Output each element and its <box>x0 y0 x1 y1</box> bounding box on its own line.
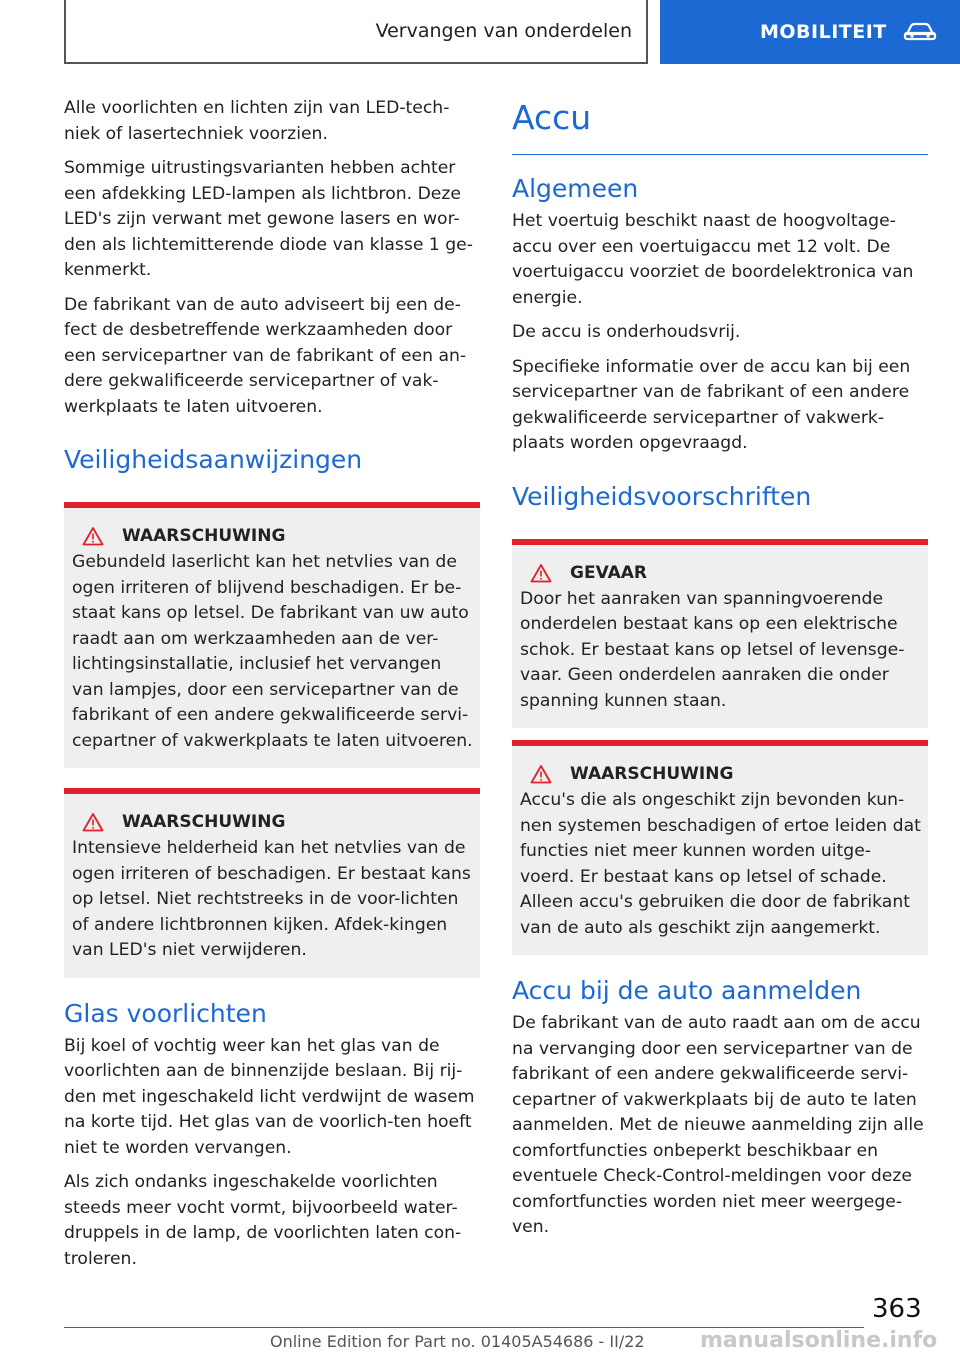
paragraph: De fabrikant van de auto raadt aan om de accu na vervanging door een servicepartner van de fabrikant of een andere gekwalificeerde servi-cepartner of vakwerkplaats bij de auto te laten aanmelden. Met de nieuwe aanmelding zijn alle comfortfuncties onbeperkt beschikbaar en eventuele Check-Control-meldingen voor deze comfortfuncties worden niet meer weergege-ven. <box>512 1013 924 1237</box>
section-title: Vervangen van onderdelen <box>375 20 632 42</box>
paragraph: De accu is onderhoudsvrij. <box>512 322 741 342</box>
warning-triangle-icon <box>530 764 552 784</box>
danger-box <box>512 539 928 729</box>
section-header-tab <box>64 0 648 64</box>
safety-regulations-heading: Veiligheidsvoorschriften <box>512 481 812 511</box>
paragraph: Het voertuig beschikt naast de hoogvoltage-accu over een voertuigaccu met 12 volt. De voertuigaccu voorziet de boordelektronica van energie. <box>512 211 914 308</box>
warning-title-row <box>72 526 474 546</box>
left-column <box>64 96 480 1281</box>
danger-title: GEVAAR <box>570 562 647 583</box>
register-battery-heading: Accu bij de auto aanmelden <box>512 976 862 1005</box>
paragraph: Alle voorlichten en lichten zijn van LED-tech-niek of lasertechniek voorzien. <box>64 98 450 144</box>
warning-box <box>64 502 480 768</box>
warning-title: WAARSCHUWING <box>570 764 734 784</box>
warning-title-row <box>520 764 922 784</box>
warning-triangle-icon <box>82 812 104 832</box>
warning-text: Gebundeld laserlicht kan het netvlies van de ogen irriteren of blijvend beschadigen. Er be-staat kans op letsel. De fabrikant van uw auto raadt aan om werkzaamheden aan de ver-lichtingsinstallatie, inclusief het vervangen van lampjes, door een servicepartner van de fabrikant of een andere gekwalificeerde servi-cepartner of vakwerkplaats te laten uitvoeren. <box>72 552 473 751</box>
warning-triangle-icon <box>82 526 104 546</box>
edition-text: Online Edition for Part no. 01405A54686 - II/22 <box>270 1332 645 1351</box>
page-number: 363 <box>872 1294 922 1324</box>
chapter-title: MOBILITEIT <box>760 21 887 43</box>
general-heading: Algemeen <box>512 174 639 203</box>
warning-box <box>512 740 928 955</box>
warning-box <box>64 788 480 978</box>
warning-text: Accu's die als ongeschikt zijn bevonden kun-nen systemen beschadigen of ertoe leiden dat functies niet meer kunnen worden uitge-voerd. Er bestaat kans op letsel of schade. Alleen accu's gebruiken die door de fabrikant van de auto als geschikt zijn aangemerkt. <box>520 790 921 938</box>
danger-text: Door het aanraken van spanningvoerende onderdelen bestaat kans op een elektrische schok. Er bestaat kans op letsel of levensge-vaar. Geen onderdelen aanraken die onder spanning kunnen staan. <box>520 588 905 711</box>
warning-title: WAARSCHUWING <box>122 812 286 832</box>
paragraph: Sommige uitrustingsvarianten hebben achter een afdekking LED-lampen als lichtbron. Deze LED's zijn verwant met gewone lasers en wor-den als lichtemitterende diode van klasse 1 ge-kenmerkt. <box>64 158 473 280</box>
warning-text: Intensieve helderheid kan het netvlies van de ogen irriteren of beschadigen. Er bestaat kans op letsel. Niet rechtstreeks in de voor-lichten of andere lichtbronnen kijken. Afdek-kingen van LED's niet verwijderen. <box>72 838 471 960</box>
paragraph: Specifieke informatie over de accu kan bij een servicepartner van de fabrikant of een andere gekwalificeerde servicepartner of vakwerk-plaats worden opgevraagd. <box>512 356 911 453</box>
watermark: manualsonline.info <box>700 1328 938 1353</box>
chapter-header-tab <box>660 0 960 64</box>
glass-heading: Glas voorlichten <box>64 998 267 1028</box>
warning-title: WAARSCHUWING <box>122 526 286 546</box>
paragraph: De fabrikant van de auto adviseert bij een de-fect de desbetreffende werkzaamheden door een servicepartner van de fabrikant of een an-dere gekwalificeerde servicepartner of vak-werkplaats te laten uitvoeren. <box>64 294 467 417</box>
warning-triangle-icon <box>530 563 552 583</box>
right-column <box>512 96 928 1250</box>
paragraph: Als zich ondanks ingeschakelde voorlichten steeds meer vocht vormt, bijvoorbeeld water-druppels in de lamp, de voorlichten laten con-troleren. <box>64 1172 462 1269</box>
car-icon <box>903 22 937 42</box>
paragraph: Bij koel of vochtig weer kan het glas van de voorlichten aan de binnenzijde beslaan. Bij rij-den met ingeschakeld licht verdwijnt de wasem na korte tijd. Het glas van de voorlich-ten hoeft niet te worden vervangen. <box>64 1035 475 1158</box>
warning-title-row <box>72 812 474 832</box>
safety-heading: Veiligheidsaanwijzingen <box>64 445 363 474</box>
chapter-heading: Accu <box>512 96 928 155</box>
danger-title-row <box>520 563 922 583</box>
